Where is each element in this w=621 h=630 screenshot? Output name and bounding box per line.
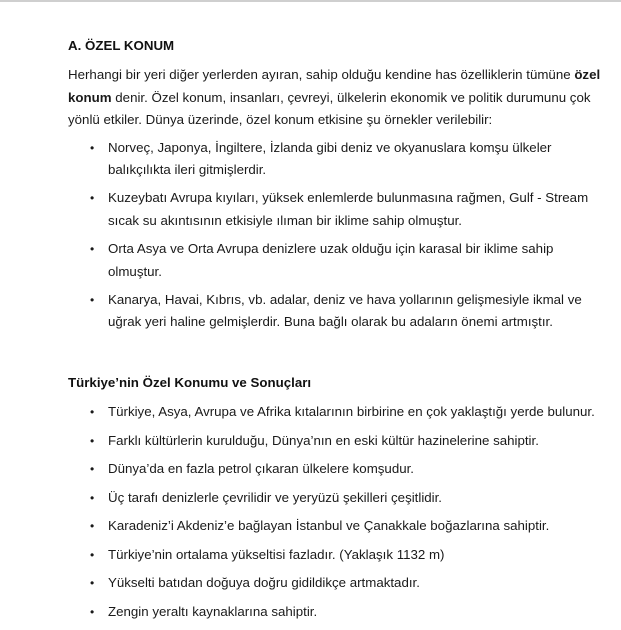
bullet-icon: • [90, 405, 95, 419]
bullet-icon: • [90, 519, 95, 533]
bullet-icon: • [90, 604, 95, 619]
section-turkey-bullet-list [68, 401, 608, 629]
bullet-icon: • [90, 576, 95, 590]
section-turkey-heading: Türkiye’nin Özel Konumu ve Sonuçları [68, 375, 312, 390]
top-border [0, 0, 621, 2]
list-item-text: Yükselti batıdan doğuya doğru gidildikçe artmaktadır. [108, 575, 420, 590]
bullet-icon: • [90, 433, 95, 448]
bullet-icon: • [90, 140, 95, 155]
list-item [68, 401, 608, 430]
list-item-text: Üç tarafı denizlerle çevrilidir ve yeryüzü şekilleri çeşitlidir. [108, 489, 443, 505]
list-item-text: Orta Asya ve Orta Avrupa denizlere uzak olduğu için karasal bir iklime sahip olmuştur. [108, 241, 554, 279]
list-item [68, 238, 598, 283]
list-item-text: Dünya’da en fazla petrol çıkaran ülkelere komşudur. [108, 461, 414, 476]
list-item [68, 458, 608, 487]
intro-text-2: denir. Özel konum, insanları, çevreyi, ülkelerin ekonomik ve politik durumunu çok yönlü etkiler. Dünya üzerinde, özel konum etkisine şu örnekler verilebilir: [68, 89, 591, 128]
bullet-icon: • [90, 462, 95, 476]
list-item [68, 187, 598, 232]
section-a-bullet-list [68, 137, 608, 334]
list-item [68, 544, 608, 573]
list-item-text: Türkiye’nin ortalama yükseltisi fazladır. (Yaklaşık 1132 m) [108, 546, 445, 562]
section-a-intro [68, 64, 608, 132]
bullet-icon: • [90, 191, 95, 206]
intro-bold-term: özel konum [68, 67, 601, 105]
list-item [68, 137, 598, 182]
bullet-icon: • [90, 292, 95, 307]
intro-text-1: Herhangi bir yeri diğer yerlerden ayıran, sahip olduğu kendine has özelliklerin tümüne [68, 67, 575, 82]
list-item-text: Karadeniz’i Akdeniz’e bağlayan İstanbul ve Çanakkale boğazlarına sahiptir. [108, 518, 550, 533]
document-page [68, 36, 608, 340]
list-item-text: Kuzeybatı Avrupa kıyıları, yüksek enlemlerde bulunmasına rağmen, Gulf - Stream sıcak su akıntısının etkisiyle ılıman bir iklime sahip olmuştur. [108, 190, 589, 229]
list-item-text: Farklı kültürlerin kurulduğu, Dünya’nın en eski kültür hazinelerine sahiptir. [108, 432, 539, 448]
bullet-icon: • [90, 242, 95, 257]
list-item [68, 515, 608, 544]
list-item [68, 601, 608, 630]
list-item [68, 289, 598, 334]
list-item-text: Kanarya, Havai, Kıbrıs, vb. adalar, deniz ve hava yollarının gelişmesiyle ikmal ve uğrak yeri haline gelmişlerdir. Buna bağlı olarak bu adaların önemi artmıştır. [108, 291, 582, 330]
list-item [68, 430, 608, 459]
list-item [68, 572, 608, 601]
section-a-heading: A. ÖZEL KONUM [68, 38, 175, 53]
bullet-icon: • [90, 490, 95, 505]
list-item-text: Zengin yeraltı kaynaklarına sahiptir. [108, 603, 318, 619]
list-item [68, 487, 608, 516]
list-item-text: Norveç, Japonya, İngiltere, İzlanda gibi deniz ve okyanuslara komşu ülkeler balıkçılıkta ileri gitmişlerdir. [108, 139, 552, 178]
bullet-icon: • [90, 547, 95, 562]
list-item-text: Türkiye, Asya, Avrupa ve Afrika kıtalarının birbirine en çok yaklaştığı yerde bulunur. [108, 404, 595, 419]
